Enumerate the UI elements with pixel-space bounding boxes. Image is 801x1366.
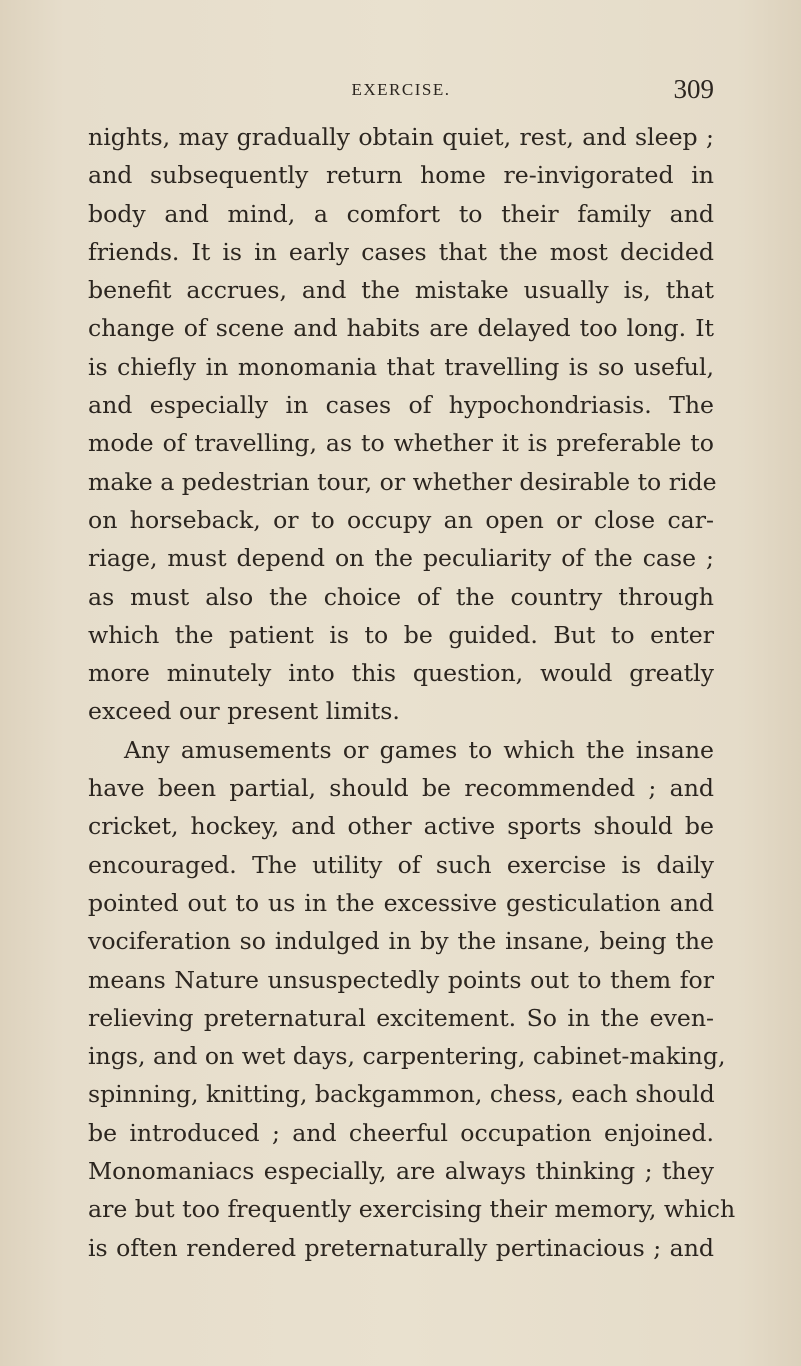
text-line: cricket, hockey, and other active sports should be [88,812,714,841]
text-line: benefit accrues, and the mistake usually is, that [88,276,714,305]
text-line: and especially in cases of hypochondriasis. The [88,391,714,420]
text-line: spinning, knitting, backgammon, chess, each should [88,1080,715,1109]
text-line: ings, and on wet days, carpentering, cabinet-making, [88,1042,726,1071]
text-line: change of scene and habits are delayed too long. It [88,314,714,343]
text-line: are but too frequently exercising their memory, which [88,1195,736,1224]
paragraph-2 [88,731,736,1267]
text-line: as must also the choice of the country through [88,582,714,611]
text-line: relieving preternatural excitement. So in the even- [88,1003,714,1032]
text-line: have been partial, should be recommended ; and [88,774,714,803]
page-number: 309 [673,74,714,104]
text-line: on horseback, or to occupy an open or close car- [88,505,714,534]
text-line: mode of travelling, as to whether it is preferable to [88,429,714,458]
running-head-title: EXERCISE. [351,80,451,99]
text-line: be introduced ; and cheerful occupation enjoined. [88,1118,714,1147]
text-line: Monomaniacs especially, are always thinking ; they [88,1157,714,1186]
text-line: riage, must depend on the peculiarity of the case ; [88,544,714,573]
body-text [88,118,736,1267]
text-line: is often rendered preternaturally pertinacious ; and [88,1233,714,1262]
text-line: means Nature unsuspectedly points out to them for [88,965,714,994]
text-line: body and mind, a comfort to their family and [88,199,714,228]
text-line: which the patient is to be guided. But to enter [88,620,714,649]
text-line: nights, may gradually obtain quiet, rest, and sleep ; [88,123,714,151]
text-line: is chiefly in monomania that travelling is so useful, [88,352,714,381]
running-head [88,74,714,114]
text-line: vociferation so indulged in by the insane, being the [88,927,714,956]
text-line: encouraged. The utility of such exercise is daily [88,850,714,879]
text-line: friends. It is in early cases that the most decided [88,237,714,266]
paragraph-1 [88,118,717,731]
text-line: more minutely into this question, would greatly [88,659,714,688]
text-line: pointed out to us in the excessive gesticulation and [88,888,714,917]
text-line: exceed our present limits. [88,697,400,726]
text-line: make a pedestrian tour, or whether desirable to ride [88,467,717,496]
text-line: Any amusements or games to which the insane [124,735,714,764]
text-line: and subsequently return home re-invigorated in [88,161,714,190]
